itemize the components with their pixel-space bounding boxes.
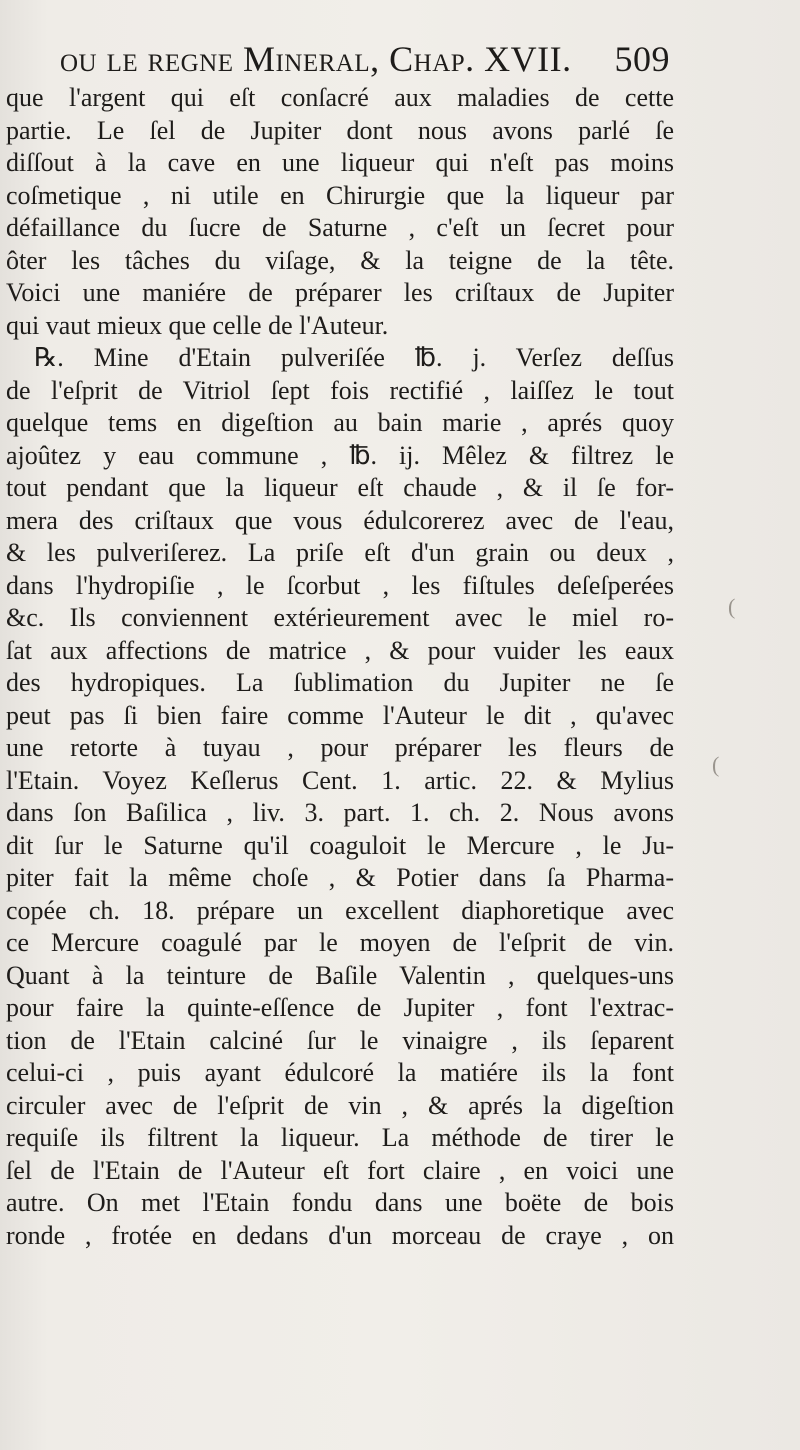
text-line: circuler avec de l'eſprit de vin , & aprés la digeſtion: [6, 1090, 674, 1120]
text-line: peut pas ſi bien faire comme l'Auteur le dit , qu'avec: [6, 700, 674, 730]
text-line: quelque tems en digeſtion au bain marie , aprés quoy: [6, 408, 674, 437]
text-line: qui vaut mieux que celle de l'Auteur.: [6, 310, 389, 340]
text-line: requiſe ils filtrent la liqueur. La méthode de tirer le: [6, 1123, 674, 1152]
margin-mark: (: [712, 752, 720, 777]
text-line: Voici une maniére de préparer les criſtaux de Jupiter: [6, 278, 674, 307]
running-title: ou le regne Mineral, Chap. XVII.: [60, 39, 572, 79]
text-line: diſſout à la cave en une liqueur qui n'eſt pas moins: [6, 148, 674, 177]
text-line: &c. Ils conviennent extérieurement avec le miel ro-: [6, 603, 674, 632]
text-line: ronde , frotée en dedans d'un morceau de craye , on: [6, 1220, 674, 1250]
text-line: tout pendant que la liqueur eſt chaude , & il ſe for-: [6, 473, 674, 502]
text-line: pour faire la quinte-eſſence de Jupiter , font l'extrac-: [6, 993, 674, 1022]
body-text: [6, 82, 674, 1252]
text-line: coſmetique , ni utile en Chirurgie que la liqueur par: [6, 180, 674, 210]
text-line: de l'eſprit de Vitriol ſept fois rectifié , laiſſez le tout: [6, 375, 674, 405]
text-line: mera des criſtaux que vous édulcorerez avec de l'eau,: [6, 505, 674, 535]
text-line: piter fait la même choſe , & Potier dans ſa Pharma-: [6, 863, 674, 892]
text-line: ℞. Mine d'Etain pulveriſée ℔. j. Verſez deſſus: [34, 343, 674, 372]
text-line: & les pulveriſerez. La priſe eſt d'un grain ou deux ,: [6, 538, 674, 567]
text-line: celui-ci , puis ayant édulcoré la matiére ils la font: [6, 1058, 674, 1087]
text-line: que l'argent qui eſt conſacré aux maladies de cette: [6, 83, 674, 112]
text-line: dans l'hydropiſie , le ſcorbut , les fiſtules deſeſperées: [6, 570, 674, 600]
text-line: dit ſur le Saturne qu'il coaguloit le Mercure , le Ju-: [6, 830, 674, 860]
text-line: ce Mercure coagulé par le moyen de l'eſprit de vin.: [6, 928, 674, 957]
margin-mark: (: [728, 594, 736, 619]
text-line: ſel de l'Etain de l'Auteur eſt fort claire , en voici une: [6, 1155, 674, 1185]
text-line: défaillance du ſucre de Saturne , c'eſt un ſecret pour: [6, 213, 674, 242]
text-line: Quant à la teinture de Baſile Valentin , quelques-uns: [6, 960, 674, 990]
text-line: partie. Le ſel de Jupiter dont nous avons parlé ſe: [6, 115, 674, 145]
text-line: tion de l'Etain calciné ſur le vinaigre , ils ſeparent: [6, 1025, 674, 1055]
text-line: une retorte à tuyau , pour préparer les fleurs de: [6, 733, 674, 762]
page-header: [60, 38, 670, 88]
text-line: ſat aux affections de matrice , & pour vuider les eaux: [6, 635, 674, 665]
text-line: autre. On met l'Etain fondu dans une boëte de bois: [6, 1188, 674, 1217]
text-line: copée ch. 18. prépare un excellent diaphoretique avec: [6, 895, 674, 925]
text-line: ôter les tâches du viſage, & la teigne de la tête.: [6, 245, 674, 275]
text-line: ajoûtez y eau commune , ℔. ij. Mêlez & filtrez le: [6, 440, 674, 470]
page-number: 509: [614, 39, 670, 79]
text-line: dans ſon Baſilica , liv. 3. part. 1. ch. 2. Nous avons: [6, 798, 674, 827]
text-line: des hydropiques. La ſublimation du Jupiter ne ſe: [6, 668, 674, 697]
text-line: l'Etain. Voyez Keſlerus Cent. 1. artic. 22. & Mylius: [6, 765, 674, 795]
